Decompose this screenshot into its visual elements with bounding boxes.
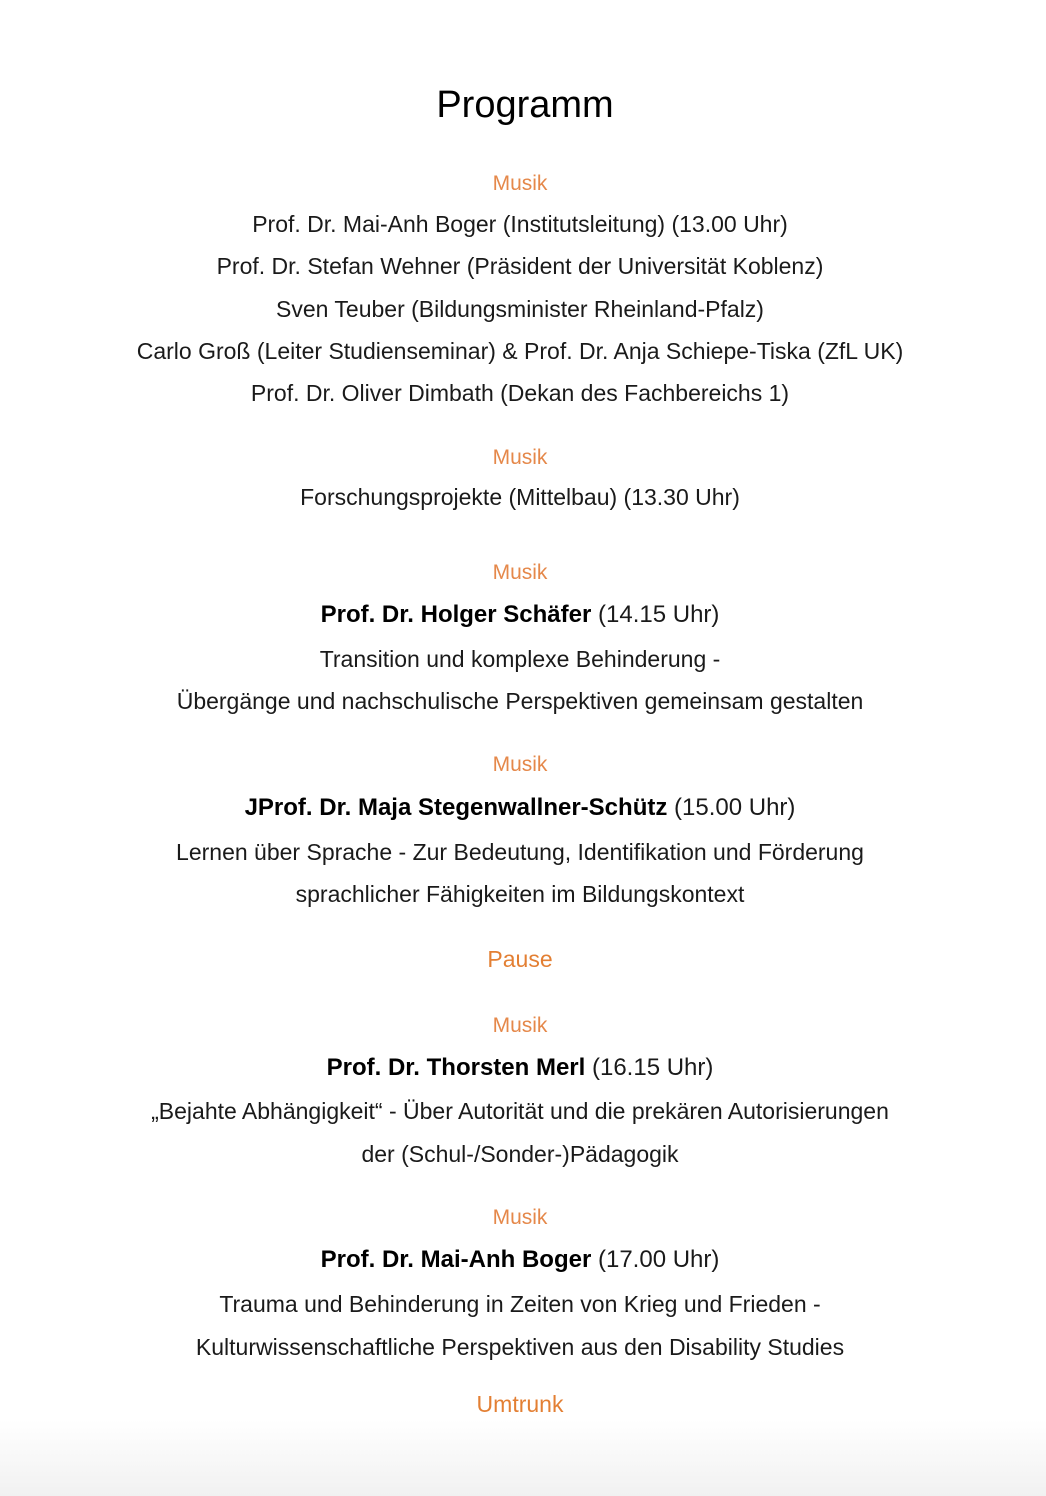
talk-title-line: Kulturwissenschaftliche Perspektiven aus den Disability Studies (195, 1334, 845, 1360)
musik-label: Musik (492, 753, 548, 776)
program-line: Forschungsprojekte (Mittelbau) (13.30 Uhr) (300, 484, 740, 510)
talk-title-line: Trauma und Behinderung in Zeiten von Krieg und Frieden - (219, 1291, 821, 1317)
program-line: Sven Teuber (Bildungsminister Rheinland-Pfalz) (276, 296, 764, 322)
musik-label: Musik (492, 561, 548, 584)
musik-label: Musik (492, 172, 548, 195)
musik-label: Musik (492, 1014, 548, 1037)
talk-title-line: Übergänge und nachschulische Perspektiven gemeinsam gestalten (176, 688, 864, 714)
speaker-time: (17.00 Uhr) (597, 1246, 720, 1273)
speaker-name: JProf. Dr. Maja Stegenwallner-Schütz (244, 794, 668, 821)
talk-title-line: sprachlicher Fähigkeiten im Bildungskontext (295, 881, 745, 907)
speaker-line (0, 600, 1040, 630)
speaker-time: (14.15 Uhr) (598, 601, 720, 628)
talk-title-line: Lernen über Sprache - Zur Bedeutung, Identifikation und Förderung (176, 839, 864, 865)
speaker-name: Prof. Dr. Thorsten Merl (326, 1054, 586, 1081)
umtrunk-label: Umtrunk (476, 1391, 564, 1417)
speaker-line (0, 793, 1040, 823)
speaker-line (0, 1245, 1040, 1275)
speaker-line (0, 1053, 1040, 1083)
page-title: Programm (436, 84, 614, 126)
program-line: Prof. Dr. Oliver Dimbath (Dekan des Fachbereichs 1) (250, 380, 790, 406)
talk-title-line: der (Schul-/Sonder-)Pädagogik (361, 1141, 679, 1167)
talk-title-line: Transition und komplexe Behinderung - (319, 646, 721, 672)
pause-label: Pause (487, 946, 553, 972)
speaker-time: (15.00 Uhr) (674, 794, 796, 821)
speaker-name: Prof. Dr. Holger Schäfer (320, 601, 592, 628)
program-line: Prof. Dr. Stefan Wehner (Präsident der Universität Koblenz) (216, 253, 824, 279)
musik-label: Musik (492, 1206, 548, 1229)
talk-title-line: „Bejahte Abhängigkeit“ - Über Autorität und die prekären Autorisierungen (151, 1098, 889, 1124)
speaker-time: (16.15 Uhr) (591, 1054, 714, 1081)
speaker-name: Prof. Dr. Mai-Anh Boger (320, 1246, 592, 1273)
program-line: Prof. Dr. Mai-Anh Boger (Institutsleitung) (13.00 Uhr) (252, 211, 788, 237)
musik-label: Musik (492, 446, 548, 469)
program-line: Carlo Groß (Leiter Studienseminar) & Prof. Dr. Anja Schiepe-Tiska (ZfL UK) (136, 338, 904, 364)
